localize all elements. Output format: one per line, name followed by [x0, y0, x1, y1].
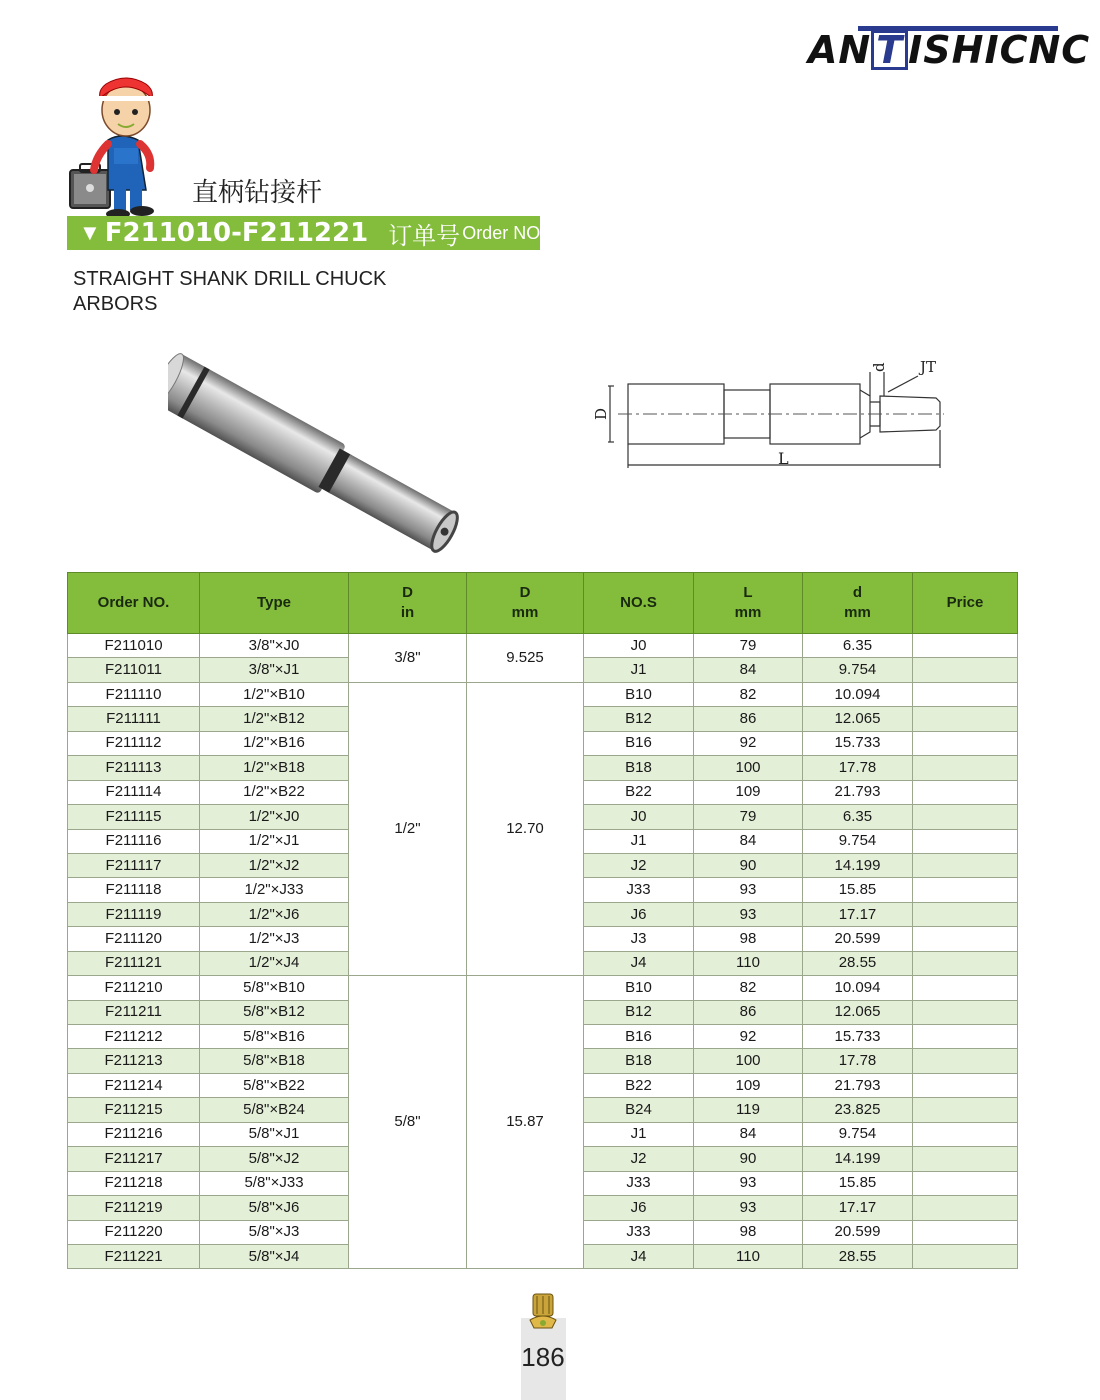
cell-order-no: F211215 — [68, 1098, 200, 1122]
header-small-d-mm: d mm — [803, 573, 913, 634]
cell-nos: J3 — [584, 927, 694, 951]
cell-order-no: F211212 — [68, 1025, 200, 1049]
cell-small-d-mm: 6.35 — [803, 805, 913, 829]
cell-price — [913, 976, 1018, 1000]
header-l-mm: L mm — [694, 573, 803, 634]
cell-type: 1/2"×J33 — [200, 878, 349, 902]
cell-l-mm: 109 — [694, 1073, 803, 1097]
cell-nos: B16 — [584, 731, 694, 755]
cell-type: 5/8"×J6 — [200, 1196, 349, 1220]
cell-l-mm: 92 — [694, 1025, 803, 1049]
cell-type: 5/8"×B24 — [200, 1098, 349, 1122]
cell-order-no: F211220 — [68, 1220, 200, 1244]
cell-small-d-mm: 20.599 — [803, 1220, 913, 1244]
cell-price — [913, 829, 1018, 853]
cell-l-mm: 93 — [694, 1196, 803, 1220]
cell-l-mm: 100 — [694, 756, 803, 780]
cell-small-d-mm: 17.17 — [803, 902, 913, 926]
cell-nos: J33 — [584, 1171, 694, 1195]
cell-small-d-mm: 23.825 — [803, 1098, 913, 1122]
cell-l-mm: 100 — [694, 1049, 803, 1073]
cell-small-d-mm: 21.793 — [803, 1073, 913, 1097]
cell-order-no: F211112 — [68, 731, 200, 755]
cell-small-d-mm: 10.094 — [803, 976, 913, 1000]
title-cn: 直柄钻接杆 — [192, 178, 323, 208]
cell-price — [913, 1049, 1018, 1073]
cell-type: 1/2"×J0 — [200, 805, 349, 829]
cell-type: 1/2"×B16 — [200, 731, 349, 755]
cell-small-d-mm: 15.85 — [803, 1171, 913, 1195]
header-price: Price — [913, 573, 1018, 634]
cell-l-mm: 79 — [694, 805, 803, 829]
cell-small-d-mm: 15.85 — [803, 878, 913, 902]
cell-price — [913, 1196, 1018, 1220]
cell-price — [913, 1171, 1018, 1195]
table-row — [68, 634, 1018, 658]
cell-d-mm: 12.70 — [467, 682, 584, 975]
cell-l-mm: 79 — [694, 634, 803, 658]
cell-price — [913, 780, 1018, 804]
cell-order-no: F211216 — [68, 1122, 200, 1146]
drawing-label-L: L — [778, 449, 789, 468]
cell-order-no: F211115 — [68, 805, 200, 829]
product-subtitle: STRAIGHT SHANK DRILL CHUCK ARBORS — [73, 268, 387, 315]
cell-type: 3/8"×J1 — [200, 658, 349, 682]
cell-nos: J6 — [584, 902, 694, 926]
cell-nos: B10 — [584, 682, 694, 706]
table-row — [68, 682, 1018, 706]
cell-price — [913, 1025, 1018, 1049]
cell-type: 3/8"×J0 — [200, 634, 349, 658]
mascot-footer-icon — [526, 1290, 560, 1334]
cell-type: 1/2"×B12 — [200, 707, 349, 731]
cell-small-d-mm: 17.17 — [803, 1196, 913, 1220]
cell-price — [913, 902, 1018, 926]
cell-order-no: F211219 — [68, 1196, 200, 1220]
cell-nos: J1 — [584, 829, 694, 853]
mascot-icon — [66, 70, 176, 220]
cell-nos: B22 — [584, 1073, 694, 1097]
order-range: F211010-F211221 — [104, 218, 369, 248]
cell-l-mm: 84 — [694, 658, 803, 682]
cell-price — [913, 756, 1018, 780]
cell-nos: B22 — [584, 780, 694, 804]
cell-order-no: F211121 — [68, 951, 200, 975]
cell-nos: B18 — [584, 1049, 694, 1073]
cell-small-d-mm: 14.199 — [803, 1147, 913, 1171]
cell-small-d-mm: 9.754 — [803, 1122, 913, 1146]
cell-type: 1/2"×J2 — [200, 853, 349, 877]
cell-nos: B12 — [584, 707, 694, 731]
cell-type: 5/8"×J3 — [200, 1220, 349, 1244]
cell-l-mm: 93 — [694, 1171, 803, 1195]
cell-l-mm: 98 — [694, 927, 803, 951]
cell-nos: J33 — [584, 878, 694, 902]
cell-price — [913, 1000, 1018, 1024]
cell-type: 5/8"×B16 — [200, 1025, 349, 1049]
cell-order-no: F211210 — [68, 976, 200, 1000]
cell-nos: J6 — [584, 1196, 694, 1220]
cell-l-mm: 110 — [694, 951, 803, 975]
cell-small-d-mm: 20.599 — [803, 927, 913, 951]
cell-nos: J4 — [584, 951, 694, 975]
cell-price — [913, 682, 1018, 706]
order-label-cn: 订单号 — [388, 221, 461, 250]
cell-l-mm: 90 — [694, 1147, 803, 1171]
cell-nos: B24 — [584, 1098, 694, 1122]
cell-d-in: 5/8" — [349, 976, 467, 1269]
cell-price — [913, 658, 1018, 682]
cell-l-mm: 110 — [694, 1244, 803, 1268]
cell-l-mm: 82 — [694, 682, 803, 706]
cell-l-mm: 86 — [694, 707, 803, 731]
cell-order-no: F211214 — [68, 1073, 200, 1097]
cell-small-d-mm: 9.754 — [803, 658, 913, 682]
header-d-in: D in — [349, 573, 467, 634]
drawing-label-d: d — [870, 362, 888, 372]
cell-price — [913, 1244, 1018, 1268]
cell-order-no: F211120 — [68, 927, 200, 951]
cell-type: 1/2"×J3 — [200, 927, 349, 951]
cell-small-d-mm: 15.733 — [803, 731, 913, 755]
cell-small-d-mm: 6.35 — [803, 634, 913, 658]
cell-small-d-mm: 10.094 — [803, 682, 913, 706]
cell-type: 5/8"×B10 — [200, 976, 349, 1000]
cell-price — [913, 878, 1018, 902]
cell-small-d-mm: 14.199 — [803, 853, 913, 877]
cell-small-d-mm: 15.733 — [803, 1025, 913, 1049]
cell-price — [913, 1098, 1018, 1122]
cell-small-d-mm: 28.55 — [803, 951, 913, 975]
cell-nos: B16 — [584, 1025, 694, 1049]
cell-order-no: F211011 — [68, 658, 200, 682]
drawing-label-JT: JT — [920, 358, 937, 376]
cell-nos: B18 — [584, 756, 694, 780]
cell-nos: B10 — [584, 976, 694, 1000]
cell-small-d-mm: 17.78 — [803, 1049, 913, 1073]
cell-type: 1/2"×J1 — [200, 829, 349, 853]
table-header-row — [68, 573, 1018, 634]
cell-nos: B12 — [584, 1000, 694, 1024]
product-photo — [168, 333, 488, 553]
cell-type: 1/2"×J4 — [200, 951, 349, 975]
cell-small-d-mm: 21.793 — [803, 780, 913, 804]
cell-l-mm: 93 — [694, 902, 803, 926]
cell-type: 5/8"×J4 — [200, 1244, 349, 1268]
cell-type: 5/8"×B22 — [200, 1073, 349, 1097]
cell-order-no: F211111 — [68, 707, 200, 731]
cell-l-mm: 86 — [694, 1000, 803, 1024]
technical-drawing — [588, 352, 948, 474]
cell-l-mm: 90 — [694, 853, 803, 877]
cell-l-mm: 82 — [694, 976, 803, 1000]
cell-type: 5/8"×B12 — [200, 1000, 349, 1024]
cell-small-d-mm: 12.065 — [803, 707, 913, 731]
order-number-bar — [67, 216, 546, 250]
cell-price — [913, 1073, 1018, 1097]
cell-order-no: F211217 — [68, 1147, 200, 1171]
cell-price — [913, 951, 1018, 975]
brand-logo: AN T ISHICNC — [808, 28, 1091, 72]
cell-nos: J33 — [584, 1220, 694, 1244]
cell-nos: J4 — [584, 1244, 694, 1268]
cell-type: 5/8"×J33 — [200, 1171, 349, 1195]
cell-small-d-mm: 28.55 — [803, 1244, 913, 1268]
triangle-down-icon: ▼ — [79, 220, 101, 245]
header-nos: NO.S — [584, 573, 694, 634]
drawing-label-D: D — [592, 407, 610, 420]
cell-small-d-mm: 9.754 — [803, 829, 913, 853]
cell-order-no: F211119 — [68, 902, 200, 926]
cell-type: 5/8"×J2 — [200, 1147, 349, 1171]
cell-small-d-mm: 12.065 — [803, 1000, 913, 1024]
cell-type: 1/2"×B18 — [200, 756, 349, 780]
page-number: 186 — [521, 1342, 565, 1372]
cell-d-mm: 15.87 — [467, 976, 584, 1269]
cell-d-in: 1/2" — [349, 682, 467, 975]
cell-price — [913, 1147, 1018, 1171]
cell-l-mm: 119 — [694, 1098, 803, 1122]
cell-order-no: F211114 — [68, 780, 200, 804]
cell-nos: J2 — [584, 1147, 694, 1171]
cell-l-mm: 109 — [694, 780, 803, 804]
cell-type: 5/8"×B18 — [200, 1049, 349, 1073]
cell-nos: J1 — [584, 658, 694, 682]
cell-l-mm: 93 — [694, 878, 803, 902]
spec-table — [67, 572, 1018, 1269]
cell-d-mm: 9.525 — [467, 634, 584, 683]
cell-order-no: F211118 — [68, 878, 200, 902]
cell-nos: J0 — [584, 805, 694, 829]
cell-order-no: F211211 — [68, 1000, 200, 1024]
cell-order-no: F211218 — [68, 1171, 200, 1195]
order-label-en: Order NO. — [462, 222, 546, 243]
cell-order-no: F211116 — [68, 829, 200, 853]
cell-nos: J0 — [584, 634, 694, 658]
cell-order-no: F211213 — [68, 1049, 200, 1073]
cell-price — [913, 1122, 1018, 1146]
cell-order-no: F211010 — [68, 634, 200, 658]
cell-price — [913, 707, 1018, 731]
cell-price — [913, 927, 1018, 951]
cell-type: 5/8"×J1 — [200, 1122, 349, 1146]
cell-price — [913, 1220, 1018, 1244]
cell-order-no: F211110 — [68, 682, 200, 706]
cell-order-no: F211117 — [68, 853, 200, 877]
header-type: Type — [200, 573, 349, 634]
cell-type: 1/2"×B22 — [200, 780, 349, 804]
cell-type: 1/2"×J6 — [200, 902, 349, 926]
cell-l-mm: 98 — [694, 1220, 803, 1244]
cell-l-mm: 84 — [694, 1122, 803, 1146]
cell-small-d-mm: 17.78 — [803, 756, 913, 780]
table-row — [68, 976, 1018, 1000]
cell-order-no: F211221 — [68, 1244, 200, 1268]
cell-price — [913, 853, 1018, 877]
cell-l-mm: 84 — [694, 829, 803, 853]
cell-d-in: 3/8" — [349, 634, 467, 683]
spec-table-body — [68, 634, 1018, 1269]
cell-price — [913, 731, 1018, 755]
header-d-mm: D mm — [467, 573, 584, 634]
cell-price — [913, 805, 1018, 829]
cell-type: 1/2"×B10 — [200, 682, 349, 706]
header-order-no: Order NO. — [68, 573, 200, 634]
cell-price — [913, 634, 1018, 658]
cell-nos: J1 — [584, 1122, 694, 1146]
cell-order-no: F211113 — [68, 756, 200, 780]
cell-l-mm: 92 — [694, 731, 803, 755]
cell-nos: J2 — [584, 853, 694, 877]
